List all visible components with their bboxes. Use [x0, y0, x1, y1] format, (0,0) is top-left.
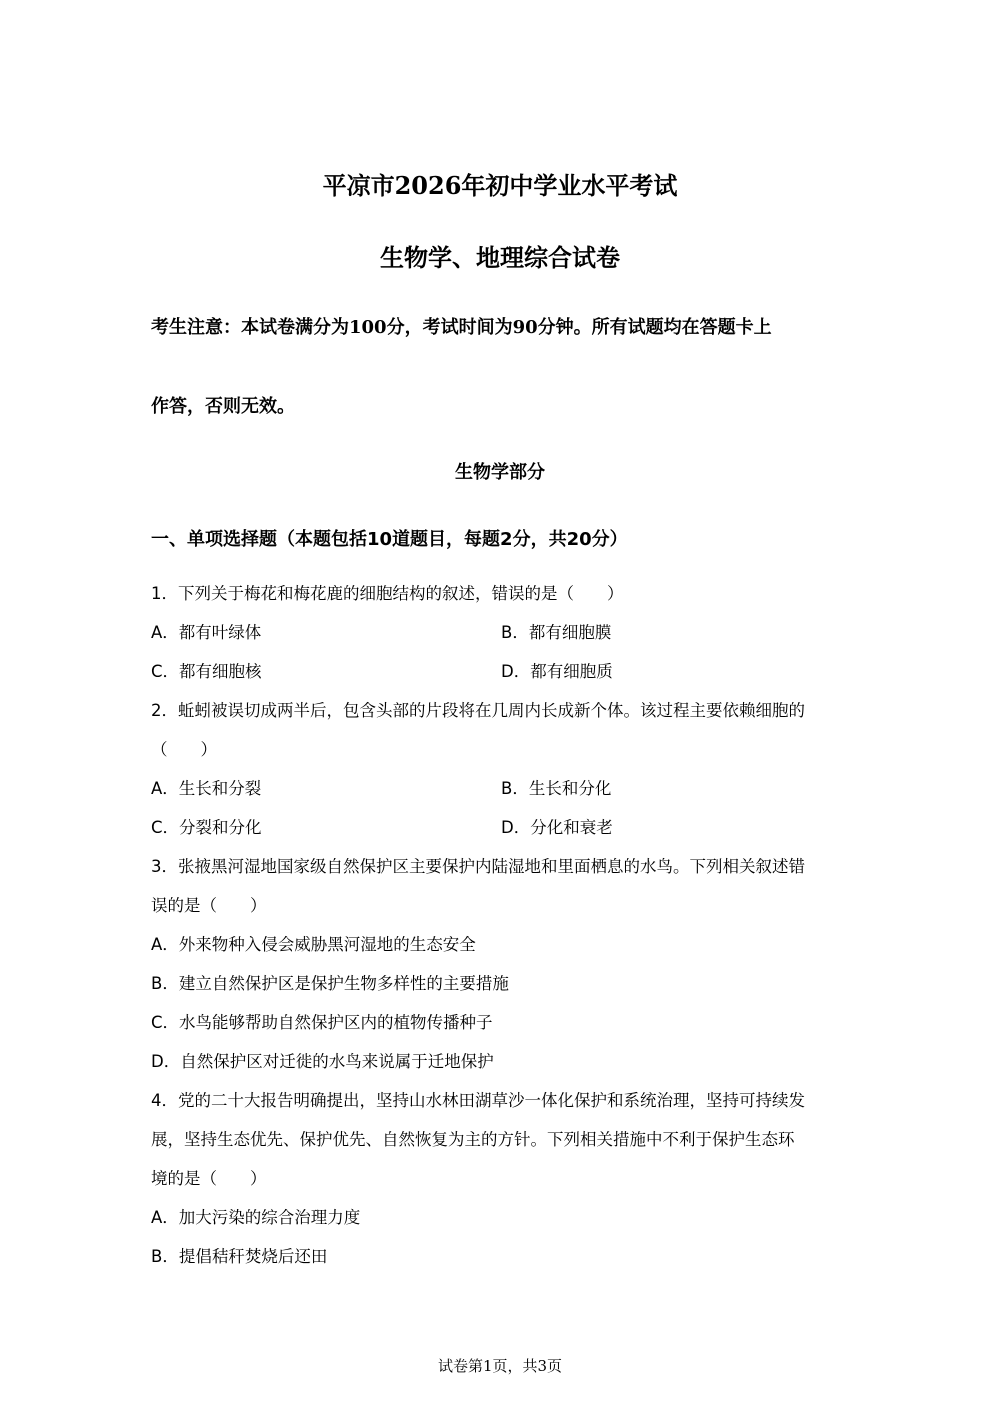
section-title: 生物学部分: [455, 462, 545, 483]
question-3-option-a: A．外来物种入侵会威胁黑河湿地的生态安全: [151, 935, 476, 954]
question-1-stem: 1．下列关于梅花和梅花鹿的细胞结构的叙述，错误的是（ ）: [151, 584, 624, 603]
question-4-stem-line-2: 展，坚持生态优先、保护优先、自然恢复为主的方针。下列相关措施中不利于保护生态环: [151, 1130, 795, 1149]
notice-line-2: 作答，否则无效。: [151, 396, 295, 417]
question-2-option-b: B．生长和分化: [501, 779, 612, 798]
question-2-option-d: D．分化和衰老: [501, 818, 613, 837]
question-3-option-b: B．建立自然保护区是保护生物多样性的主要措施: [151, 974, 509, 993]
page-footer: 试卷第1页，共3页: [437, 1357, 563, 1375]
question-4-option-a: A．加大污染的综合治理力度: [151, 1208, 361, 1227]
question-3-option-c: C．水鸟能够帮助自然保护区内的植物传播种子: [151, 1013, 493, 1032]
question-4-stem-line-1: 4．党的二十大报告明确提出，坚持山水林田湖草沙一体化保护和系统治理，坚持可持续发: [151, 1091, 805, 1110]
question-1-option-a: A．都有叶绿体: [151, 623, 262, 642]
question-2-stem-line-2: （ ）: [151, 740, 217, 759]
question-1-option-b: B．都有细胞膜: [501, 623, 612, 642]
question-3-option-d: D．自然保护区对迁徙的水鸟来说属于迁地保护: [151, 1052, 494, 1071]
exam-subtitle: 生物学、地理综合试卷: [380, 243, 620, 272]
question-4-stem-line-3: 境的是（ ）: [151, 1169, 267, 1188]
question-3-stem-line-2: 误的是（ ）: [151, 896, 267, 915]
notice-line-1: 考生注意：本试卷满分为100分，考试时间为90分钟。所有试题均在答题卡上: [151, 317, 772, 338]
question-1-option-d: D．都有细胞质: [501, 662, 613, 681]
question-2-option-a: A．生长和分裂: [151, 779, 262, 798]
exam-title: 平凉市2026年初中学业水平考试: [322, 171, 678, 200]
question-2-stem-line-1: 2．蚯蚓被误切成两半后，包含头部的片段将在几周内长成新个体。该过程主要依赖细胞的: [151, 701, 805, 720]
question-1-option-c: C．都有细胞核: [151, 662, 262, 681]
part-heading: 一、单项选择题（本题包括10道题目，每题2分，共20分）: [151, 529, 628, 550]
question-3-stem-line-1: 3．张掖黑河湿地国家级自然保护区主要保护内陆湿地和里面栖息的水鸟。下列相关叙述错: [151, 857, 805, 876]
question-2-option-c: C．分裂和分化: [151, 818, 262, 837]
question-4-option-b: B．提倡秸秆焚烧后还田: [151, 1247, 328, 1266]
